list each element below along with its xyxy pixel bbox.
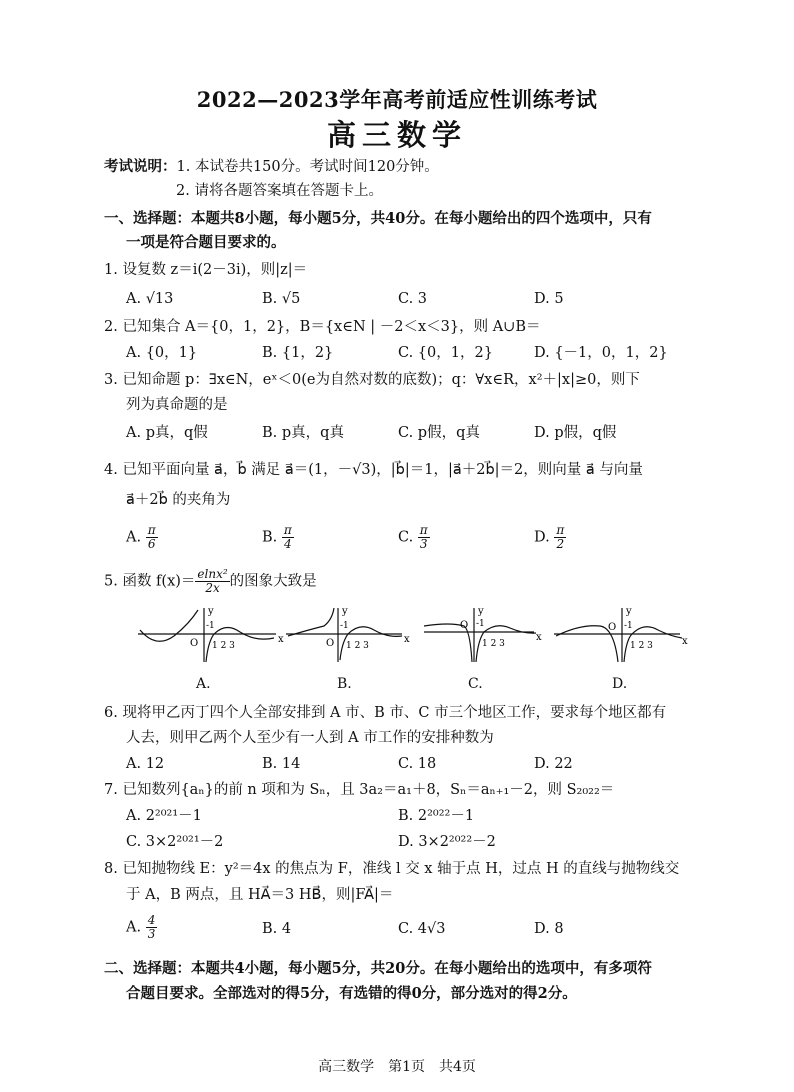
section2-heading: 二、选择题：本题共4小题，每小题5分，共20分。在每小题给出的选项中，有多项符	[104, 960, 652, 977]
option-a: A. p真，q假	[126, 425, 208, 441]
section2-heading-cont: 合题目要求。全部选对的得5分，有选错的得0分，部分选对的得2分。	[126, 985, 577, 1002]
section1-heading-cont: 一项是符合题目要求的。	[126, 234, 286, 251]
section1-heading: 一、选择题：本题共8小题，每小题5分，共40分。在每小题给出的四个选项中，只有	[104, 210, 652, 227]
fraction-denominator: 3	[147, 927, 156, 941]
function-fraction	[195, 568, 229, 595]
question-stem-post: 的图象大致是	[229, 573, 317, 590]
option-c: C. {0，1，2}	[398, 345, 493, 361]
option-c: C. 18	[398, 756, 437, 772]
graph-a	[134, 604, 284, 664]
axis-x-label: x	[536, 632, 542, 643]
question-2	[104, 318, 540, 336]
fraction-denominator: 2x	[205, 581, 220, 595]
option-a: A. √13	[126, 291, 174, 307]
option-a: A. 2²⁰²¹－1	[126, 808, 202, 824]
question-stem-pre: 函数 f(x)＝	[122, 573, 196, 590]
option-d: D. {－1，0，1，2}	[534, 345, 668, 361]
option-letter: C.	[398, 529, 414, 546]
option-letter: D.	[534, 529, 550, 546]
curve-left	[140, 610, 198, 641]
option-d: D. p假，q假	[534, 425, 617, 441]
graph-label-a: A.	[196, 676, 211, 692]
instructions-label: 考试说明：	[104, 158, 177, 175]
option-fraction	[146, 914, 158, 941]
option-c: C. 3	[398, 291, 428, 307]
subject-title: 高三数学	[326, 118, 467, 152]
axis-y-label: y	[478, 606, 484, 617]
curve-left	[288, 608, 334, 636]
axis-x-label: x	[682, 636, 688, 647]
fraction-denominator: 3	[419, 537, 428, 551]
option-b	[262, 524, 294, 551]
option-fraction	[282, 524, 294, 551]
question-stem: 已知抛物线 E：y²＝4x 的焦点为 F，准线 l 交 x 轴于点 H，过点 H 的直线与抛物线交	[122, 861, 680, 877]
exam-title: 2022—2023学年高考前适应性训练考试	[196, 87, 598, 112]
question-stem: 已知命题 p：∃x∈N，eˣ＜0(e为自然对数的底数)；q：∀x∈R，x²＋|x|≥0，则下	[122, 372, 640, 388]
option-d: D. 5	[534, 291, 564, 307]
option-b: B. p真，q真	[262, 425, 344, 441]
question-3	[104, 371, 640, 389]
question-number: 6.	[104, 705, 118, 721]
graph-c	[420, 604, 545, 664]
question-stem: 已知平面向量 a⃗，b⃗ 满足 a⃗＝(1，－√3)，|b⃗|＝1，|a⃗＋2b⃗|＝2，则向量 a⃗ 与向量	[122, 462, 643, 478]
option-letter: A.	[126, 529, 142, 546]
question-stem: 现将甲乙丙丁四个人全部安排到 A 市、B 市、C 市三个地区工作，要求每个地区都有	[122, 705, 667, 721]
option-b: B. 4	[262, 921, 292, 937]
option-b: B. 14	[262, 756, 301, 772]
graph-d	[550, 604, 690, 664]
tick-neg-label: -1	[206, 621, 215, 631]
question-stem-cont: 于 A，B 两点，且 HA⃗＝3 HB⃗，则|FA⃗|＝	[126, 887, 394, 903]
axis-x-label: x	[278, 634, 284, 645]
tick-neg-label: -1	[476, 619, 485, 629]
fraction-denominator: 6	[147, 537, 156, 551]
option-d: D. 8	[534, 921, 564, 937]
fraction-denominator: 4	[284, 537, 292, 551]
option-c: C. 3×2²⁰²¹－2	[126, 834, 224, 850]
axis-y-label: y	[342, 606, 348, 617]
graph-label-b: B.	[337, 676, 352, 692]
option-d: D. 3×2²⁰²²－2	[398, 834, 496, 850]
question-4	[104, 461, 643, 479]
fraction-numerator: 4	[147, 913, 156, 927]
question-number: 7.	[104, 782, 118, 798]
fraction-denominator: 2	[556, 537, 565, 551]
fraction-numerator: π	[147, 523, 156, 537]
option-a	[126, 524, 158, 551]
fraction-numerator: π	[556, 523, 565, 537]
option-a: A. 12	[126, 756, 165, 772]
question-number: 8.	[104, 861, 118, 877]
option-a	[126, 914, 157, 941]
instruction-line-2: 2. 请将各题答案填在答题卡上。	[176, 183, 383, 199]
question-number: 3.	[104, 372, 118, 388]
question-7	[104, 781, 614, 799]
question-number: 2.	[104, 319, 118, 335]
question-number: 4.	[104, 462, 118, 478]
option-b: B. {1，2}	[262, 345, 334, 361]
tick-labels: 1 2 3	[482, 639, 505, 649]
option-letter: B.	[262, 529, 278, 546]
option-fraction	[146, 524, 158, 551]
question-stem-cont: 列为真命题的是	[126, 397, 228, 413]
graph-label-c: C.	[468, 676, 483, 692]
axis-y-label: y	[626, 606, 632, 617]
question-1	[104, 261, 307, 279]
question-stem-cont: a⃗＋2b⃗ 的夹角为	[126, 492, 231, 508]
axis-y-label: y	[208, 606, 214, 617]
tick-labels: 1 2 3	[630, 641, 653, 651]
question-stem-cont: 人去，则甲乙两个人至少有一人到 A 市工作的安排种数为	[126, 730, 494, 746]
origin-label: O	[608, 622, 617, 633]
tick-labels: 1 2 3	[212, 641, 235, 651]
origin-label: O	[460, 620, 469, 631]
question-6	[104, 704, 666, 722]
axis-x-label: x	[404, 634, 410, 645]
option-c: C. p假，q真	[398, 425, 480, 441]
option-b: B. √5	[262, 291, 301, 307]
option-d: D. 22	[534, 756, 573, 772]
page-footer: 高三数学 第1页 共4页	[318, 1059, 476, 1075]
question-8	[104, 860, 679, 878]
origin-label: O	[190, 638, 199, 649]
question-stem: 设复数 z＝i(2－3i)，则|z|＝	[122, 262, 308, 278]
fraction-numerator: π	[283, 523, 292, 537]
instructions	[104, 158, 439, 176]
question-5	[104, 568, 317, 595]
instruction-line-1: 1. 本试卷共150分。考试时间120分钟。	[176, 159, 439, 175]
fraction-numerator: π	[419, 523, 428, 537]
option-d	[534, 524, 566, 551]
option-fraction	[554, 524, 566, 551]
option-b: B. 2²⁰²²－1	[398, 808, 475, 824]
fraction-numerator: elnx²	[197, 567, 228, 581]
option-fraction	[418, 524, 430, 551]
graph-b	[282, 604, 412, 664]
tick-neg-label: -1	[624, 621, 633, 631]
origin-label: O	[326, 638, 335, 649]
option-a: A. {0，1}	[126, 345, 198, 361]
graph-label-d: D.	[612, 676, 628, 692]
question-stem: 已知数列{aₙ}的前 n 项和为 Sₙ，且 3a₂＝a₁＋8，Sₙ＝aₙ₊₁－2，则 S₂₀₂₂＝	[122, 782, 615, 798]
question-number: 1.	[104, 262, 118, 278]
tick-neg-label: -1	[340, 621, 349, 631]
option-c: C. 4√3	[398, 921, 446, 937]
option-c	[398, 524, 430, 551]
option-letter: A.	[126, 919, 142, 936]
question-stem: 已知集合 A＝{0，1，2}，B＝{x∈N | －2＜x＜3}，则 A∪B＝	[122, 319, 541, 335]
tick-labels: 1 2 3	[346, 641, 369, 651]
question-number: 5.	[104, 573, 118, 590]
